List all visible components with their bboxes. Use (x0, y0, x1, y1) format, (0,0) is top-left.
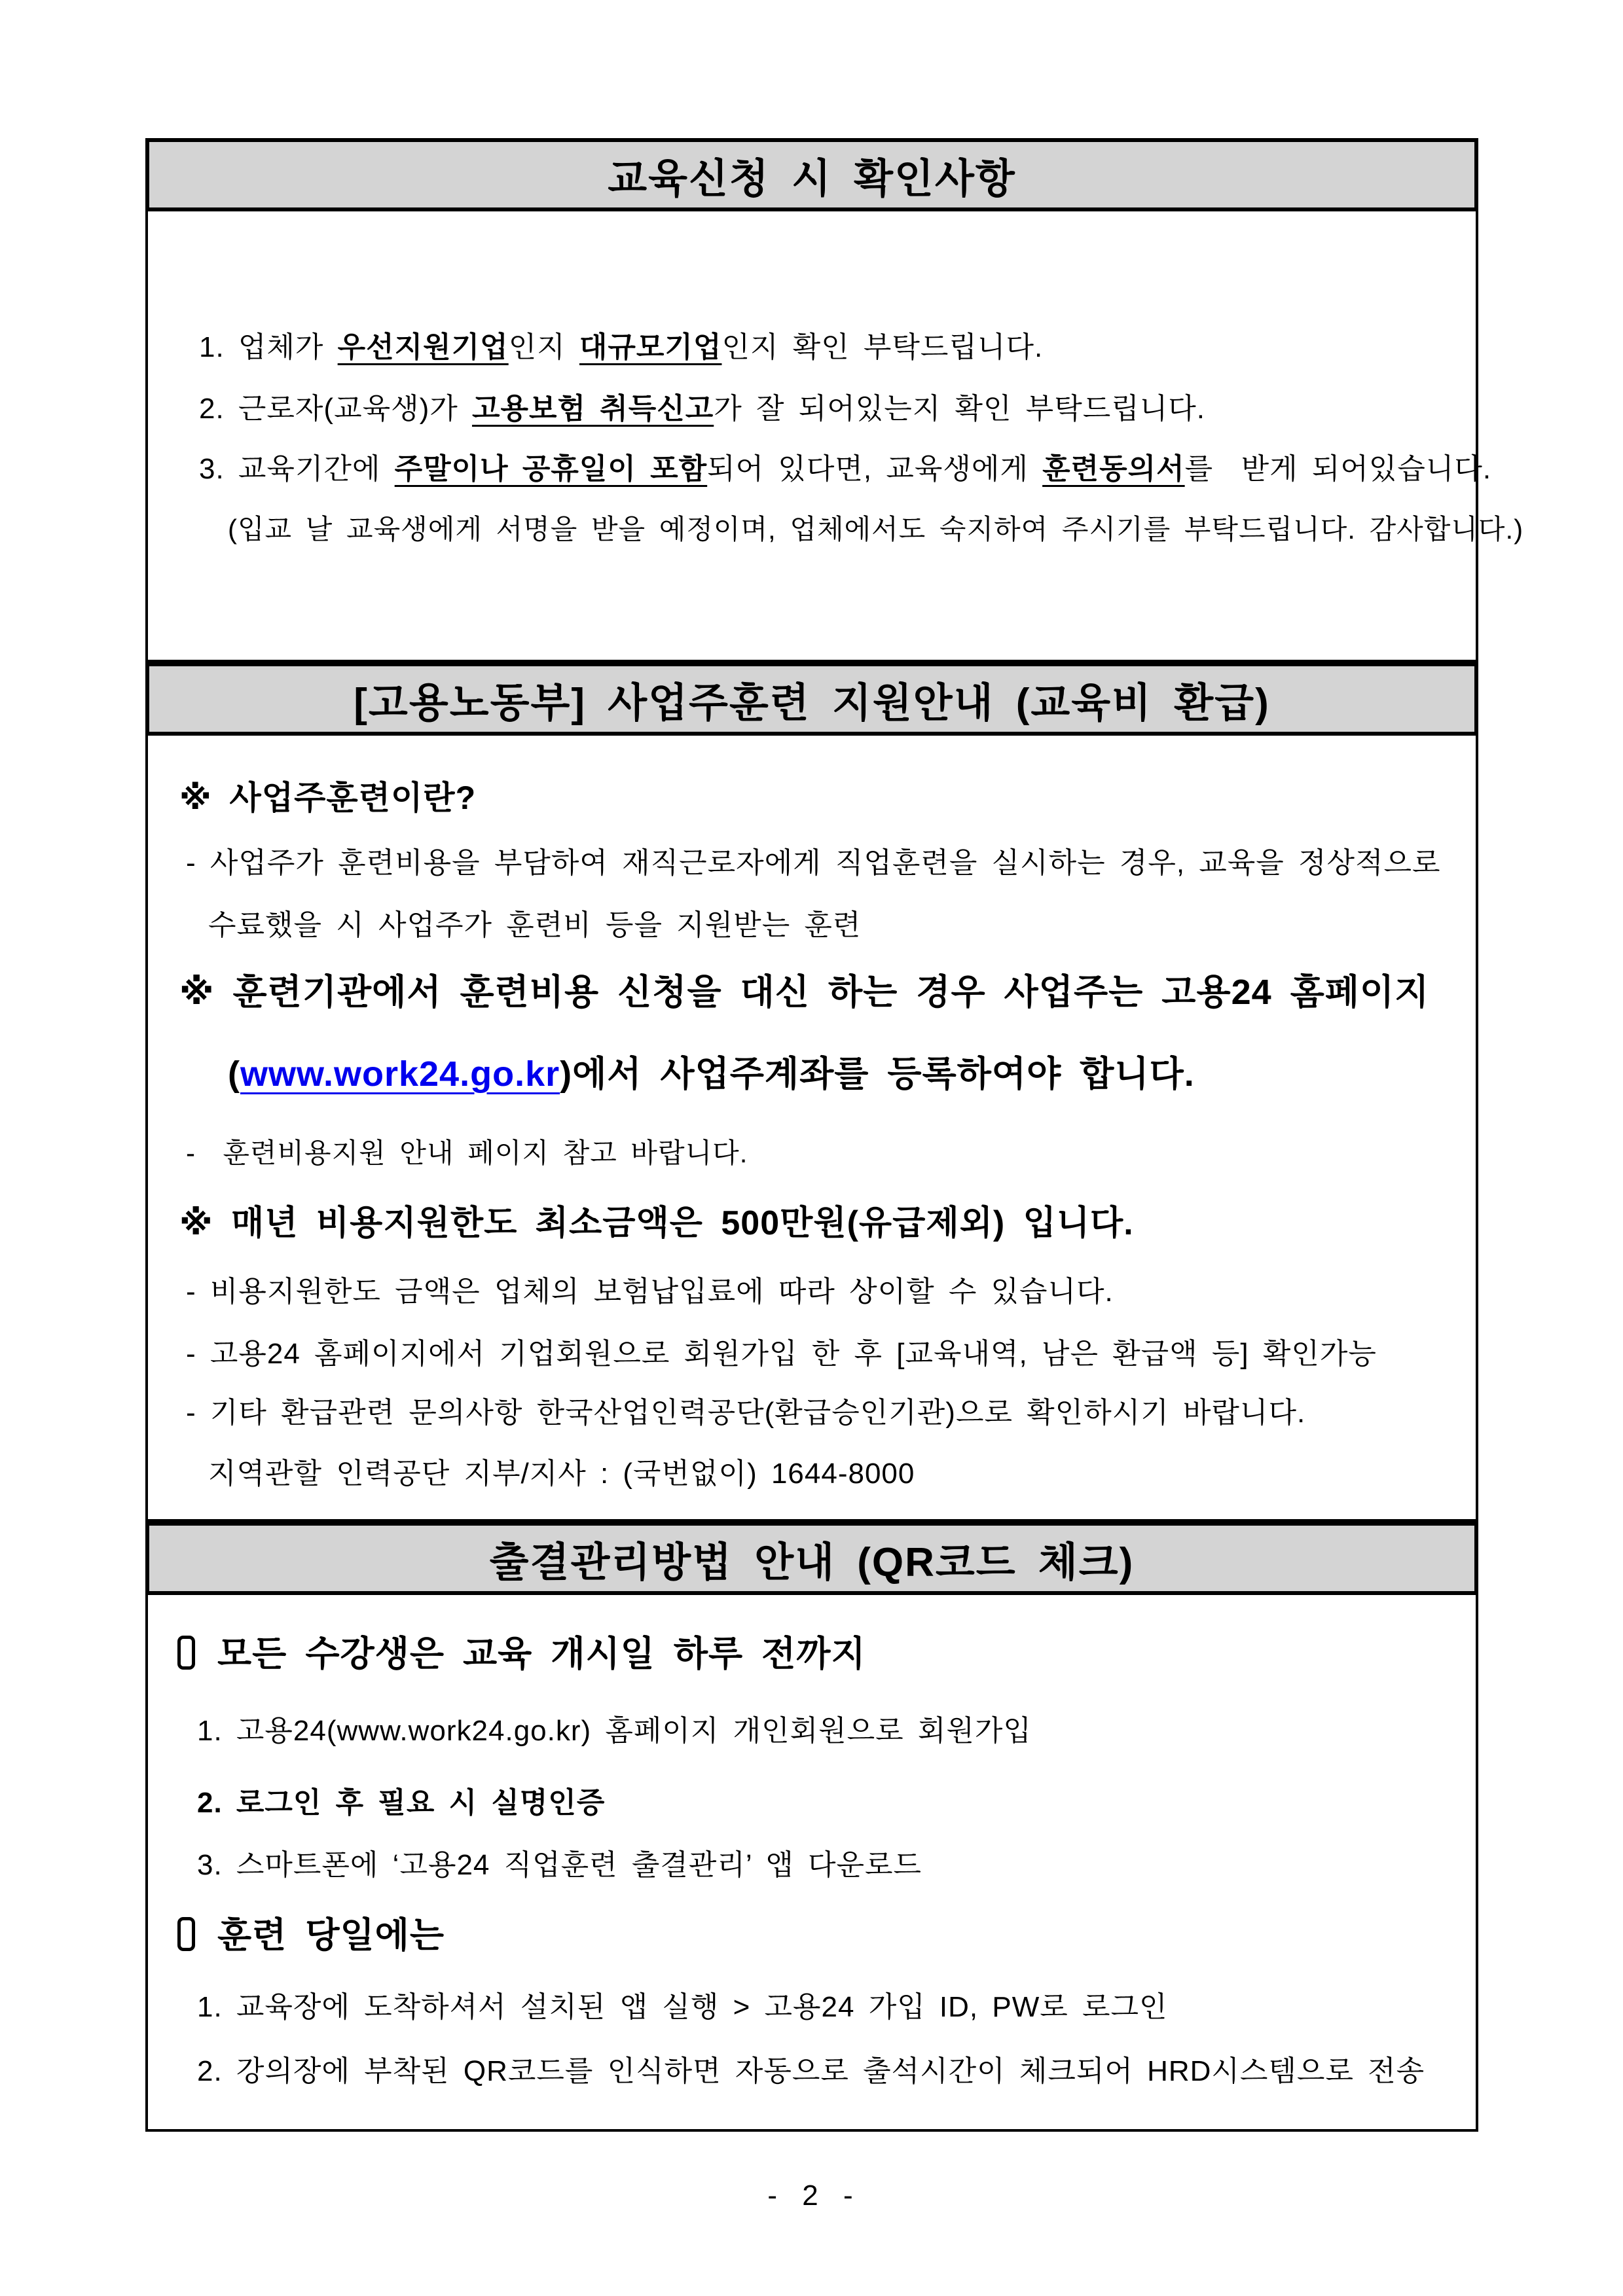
text-segment: 3. 교육기간에 (199, 453, 395, 485)
section-2-body (145, 736, 1478, 1522)
content-line (148, 1187, 1476, 1259)
section-employer-training-refund-guide (145, 662, 1478, 1522)
text-segment: 3. 스마트폰에 ‘고용24 직업훈련 출결관리’ 앱 다운로드 (197, 1849, 922, 1881)
text-segment: 2. 근로자(교육생)가 (199, 393, 472, 425)
content-line (148, 1618, 1476, 1690)
checkbox-icon (177, 1917, 195, 1951)
text-segment: 수료했을 시 사업주가 훈련비 등을 지원받는 훈련 (208, 909, 862, 941)
text-segment: ※ 사업주훈련이란? (179, 780, 477, 816)
content-line (148, 1325, 1476, 1384)
section-2-title: [고용노동부] 사업주훈련 지원안내 (교육비 환급) (354, 680, 1270, 726)
content-line (148, 1896, 1476, 1975)
text-segment: (입교 날 교육생에게 서명을 받을 예정이며, 업체에서도 숙지하여 주시기를 부탁드립니다. 감사합니다.) (228, 514, 1524, 545)
text-segment: 주말이나 공휴일이 포함 (394, 453, 708, 485)
text-segment: 1. 업체가 (199, 331, 338, 363)
section-1-title: 교육신청 시 확인사항 (608, 156, 1016, 202)
section-application-checklist (145, 138, 1524, 662)
content-line (148, 1030, 1476, 1119)
text-segment: ※ 매년 비용지원한도 최소금액은 500만원(유급제외) 입니다. (179, 1204, 1134, 1242)
text-segment: - 훈련비용지원 안내 페이지 참고 바랍니다. (186, 1138, 748, 1168)
section-3-title: 출결관리방법 안내 (QR코드 체크) (489, 1539, 1135, 1585)
content-line (148, 1772, 1476, 1834)
text-segment: 1. 고용24(www.work24.go.kr) 홈페이지 개인회원으로 회원가입 (197, 1715, 1032, 1747)
section-3-body (145, 1595, 1478, 2132)
content-line (148, 1975, 1476, 2040)
content-line (148, 831, 1476, 896)
content-line (148, 379, 1476, 439)
text-segment: 를 받게 되어있습니다. (1184, 453, 1492, 485)
content-line (148, 765, 1476, 831)
section-attendance-management-guide (145, 1522, 1478, 2132)
content-line (148, 2040, 1476, 2102)
content-line (148, 955, 1476, 1030)
content-line (148, 499, 1524, 560)
content-line (148, 316, 1476, 379)
text-segment: 대규모기업 (579, 331, 722, 363)
text-segment: 고용보험 취득신고 (471, 393, 714, 425)
content-line (148, 1834, 1476, 1896)
content-line (148, 1119, 1476, 1187)
text-segment: 되어 있다면, 교육생에게 (707, 453, 1043, 485)
text-segment: 2. 로그인 후 필요 시 실명인증 (197, 1787, 606, 1819)
text-segment: 인지 (508, 331, 579, 363)
content-line (148, 1690, 1476, 1772)
text-segment: 훈련동의서 (1042, 453, 1185, 485)
text-segment: - 고용24 홈페이지에서 기업회원으로 회원가입 한 후 [교육내역, 남은 환급액 등] 확인가능 (186, 1338, 1377, 1370)
text-segment: 모든 수강생은 교육 개시일 하루 전까지 (217, 1634, 866, 1674)
text-segment: ※ 훈련기관에서 훈련비용 신청을 대신 하는 경우 사업주는 고용24 홈페이지 (179, 973, 1430, 1012)
section-1-body (145, 211, 1524, 662)
work24-link[interactable]: www.work24.go.kr (240, 1054, 560, 1094)
text-segment: 우선지원기업 (337, 331, 509, 363)
section-2-header (145, 662, 1478, 736)
text-segment: )에서 사업주계좌를 등록하여야 합니다. (560, 1054, 1195, 1094)
section-3-header (145, 1522, 1478, 1595)
section-1-header (145, 138, 1478, 211)
text-segment: 2. 강의장에 부착된 QR코드를 인식하면 자동으로 출석시간이 체크되어 HRD시스템으로 전송 (197, 2055, 1425, 2087)
text-segment: 인지 확인 부탁드립니다. (721, 331, 1044, 363)
text-segment: 가 잘 되어있는지 확인 부탁드립니다. (714, 393, 1205, 425)
content-line (148, 439, 1492, 499)
text-segment: 훈련 당일에는 (217, 1916, 445, 1955)
text-segment: - 비용지원한도 금액은 업체의 보험납입료에 따라 상이할 수 있습니다. (186, 1276, 1114, 1308)
content-line (148, 1443, 1476, 1505)
content-line (148, 1259, 1476, 1325)
page-number: - 2 - (767, 2179, 856, 2212)
content-line (148, 1384, 1476, 1443)
notice-document (145, 138, 1524, 2132)
checkbox-icon (177, 1636, 195, 1670)
text-segment: - 사업주가 훈련비용을 부담하여 재직근로자에게 직업훈련을 실시하는 경우, 교육을 정상적으로 (186, 847, 1441, 879)
content-line (148, 896, 1476, 955)
text-segment: ( (228, 1054, 240, 1094)
text-segment: 지역관할 인력공단 지부/지사 : (국번없이) 1644-8000 (208, 1458, 915, 1490)
text-segment: - 기타 환급관련 문의사항 한국산업인력공단(환급승인기관)으로 확인하시기 바랍니다. (186, 1397, 1306, 1429)
text-segment: 1. 교육장에 도착하셔서 설치된 앱 실행 > 고용24 가입 ID, PW로 로그인 (197, 1991, 1168, 2023)
